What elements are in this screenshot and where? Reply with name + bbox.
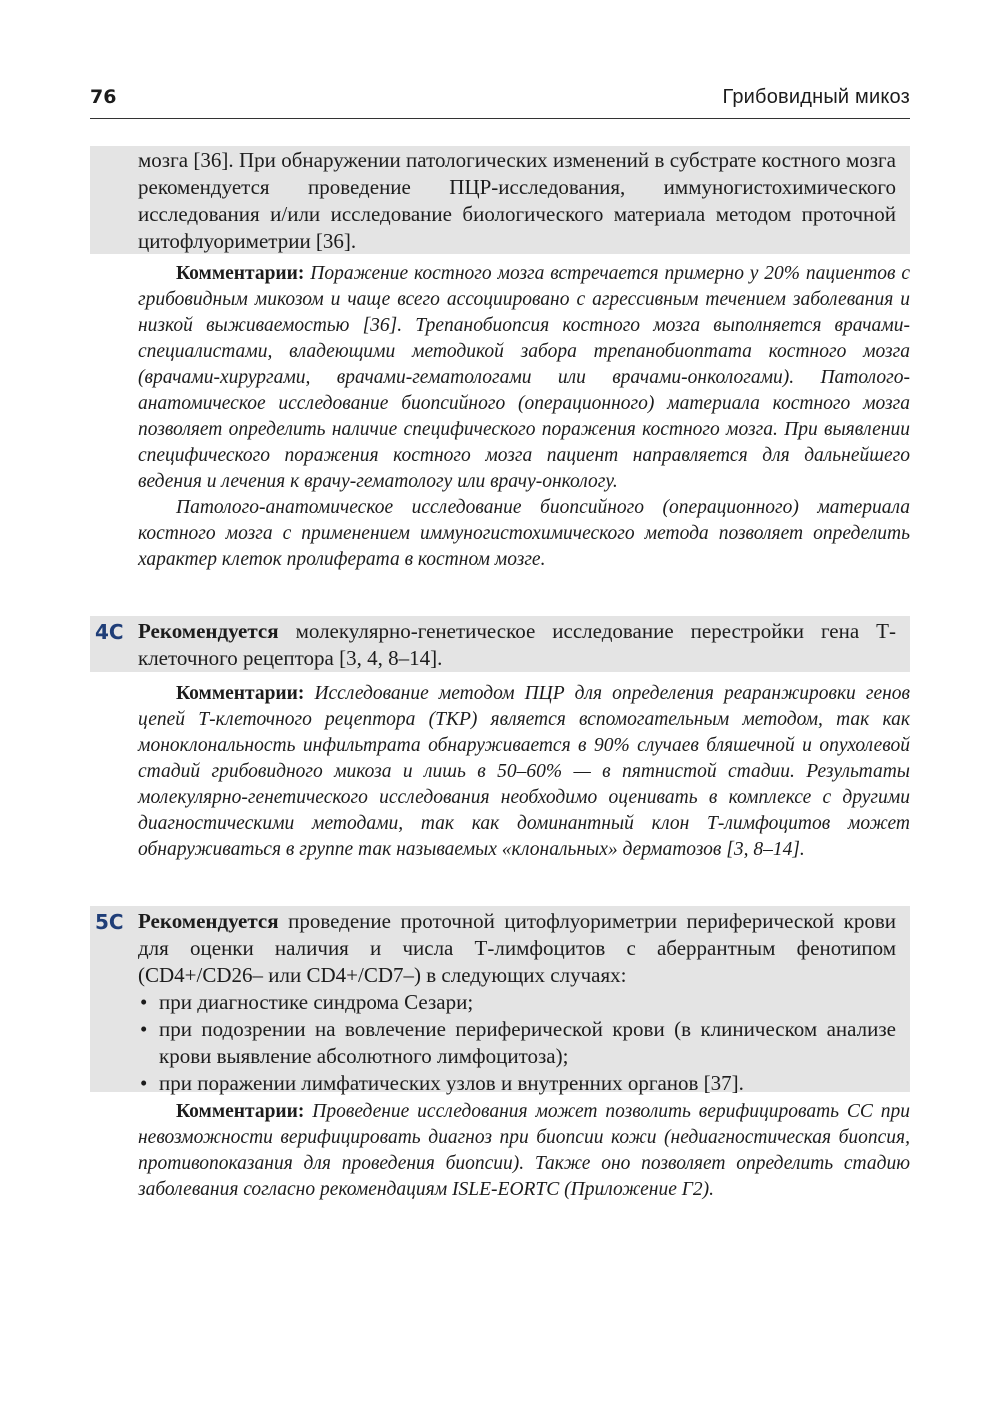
comment-text: Исследование методом ПЦР для определения реаранжировки генов цепей Т-клеточного рецептора (TKP) является вспомогательным методом, так как моноклональность инфильтрата обнаруживается в 90% случаев бляшечной и опухолевой стадий грибовидного микоза и лишь в 50–60% — в пятнистой стадии. Результаты молекулярно-генетического исследования необходимо оценивать в комплексе с другими диагностическими методами, так как доминантный клон Т-лимфоцитов может обнаруживаться в группе так называемых «клональных» дерматозов [3, 8–14]. — [138, 683, 911, 860]
comment-block-2 — [138, 681, 910, 863]
recommendation-text: молекулярно-генетическое исследование перестройки гена Т-клеточного рецептора [3, 4, 8–14]. — [138, 619, 896, 670]
comment-label: Комментарии: — [176, 263, 305, 284]
recommendation-lead: Рекомендуется — [138, 619, 279, 643]
bullet-item: • при поражении лимфатических узлов и внутренних органов [37]. — [138, 1070, 896, 1097]
recommendation-text: мозга [36]. При обнаружении патологических изменений в субстрате костного мозга рекомендуется проведение ПЦР-исследования, иммуногистохимического исследования и/или исследование биологического материала методом проточной цитофлуориметрии [36]. — [138, 148, 896, 253]
comment-label: Комментарии: — [176, 683, 305, 704]
comment-text: Патолого-анатомическое исследование биопсийного (операционного) материала костного мозга с применением иммуногистохимического метода позволяет определить характер клеток пролиферата в костном мозге. — [138, 497, 910, 570]
comment-block-1 — [138, 261, 910, 573]
recommendation-box-4c — [90, 616, 910, 672]
evidence-grade-badge: 4C — [95, 620, 124, 644]
bullet-item: • при диагностике синдрома Сезари; — [138, 989, 896, 1016]
recommendation-box-5c — [90, 906, 910, 1095]
evidence-grade-badge: 5C — [95, 910, 124, 934]
bullet-list — [138, 989, 896, 1097]
comment-block-3 — [138, 1099, 910, 1203]
recommendation-box-continued — [90, 146, 910, 254]
recommendation-text: проведение проточной цитофлуориметрии периферической крови для оценки наличия и числа Т-лимфоцитов с аберрантным фенотипом (CD4+/CD26– или CD4+/CD7–) в следующих случаях: — [138, 909, 896, 987]
bullet-item: • при подозрении на вовлечение периферической крови (в клиническом анализе крови выявление абсолютного лимфоцитоза); — [138, 1016, 896, 1070]
page-number: 76 — [90, 86, 117, 108]
comment-text: Проведение исследования может позволить верифицировать СС при невозможности верифицировать диагноз при биопсии кожи (недиагностическая биопсия, противопоказания для проведения биопсии). Также оно позволяет определить стадию заболевания согласно рекомендациям ISLE-EORTC (Приложение Г2). — [138, 1101, 911, 1200]
recommendation-lead: Рекомендуется — [138, 909, 279, 933]
page-header — [90, 86, 910, 119]
running-title: Грибовидный микоз — [722, 86, 910, 108]
comment-label: Комментарии: — [176, 1101, 305, 1122]
comment-text: Поражение костного мозга встречается примерно у 20% пациентов с грибовидным микозом и чаще всего ассоциировано с агрессивным течением заболевания и низкой выживаемостью [36]. Трепанобиопсия костного мозга выполняется врачами-специалистами, владеющими методикой забора трепанобиоптата костного мозга (врачами-хирургами, врачами-гематологами или врачами-онкологами). Патолого-анатомическое исследование биопсийного (операционного) материала костного мозга позволяет определить наличие специфического поражения костного мозга. При выявлении специфического поражения костного мозга пациент направляется для дальнейшего ведения и лечения к врачу-гематологу или врачу-онкологу. — [138, 263, 911, 492]
